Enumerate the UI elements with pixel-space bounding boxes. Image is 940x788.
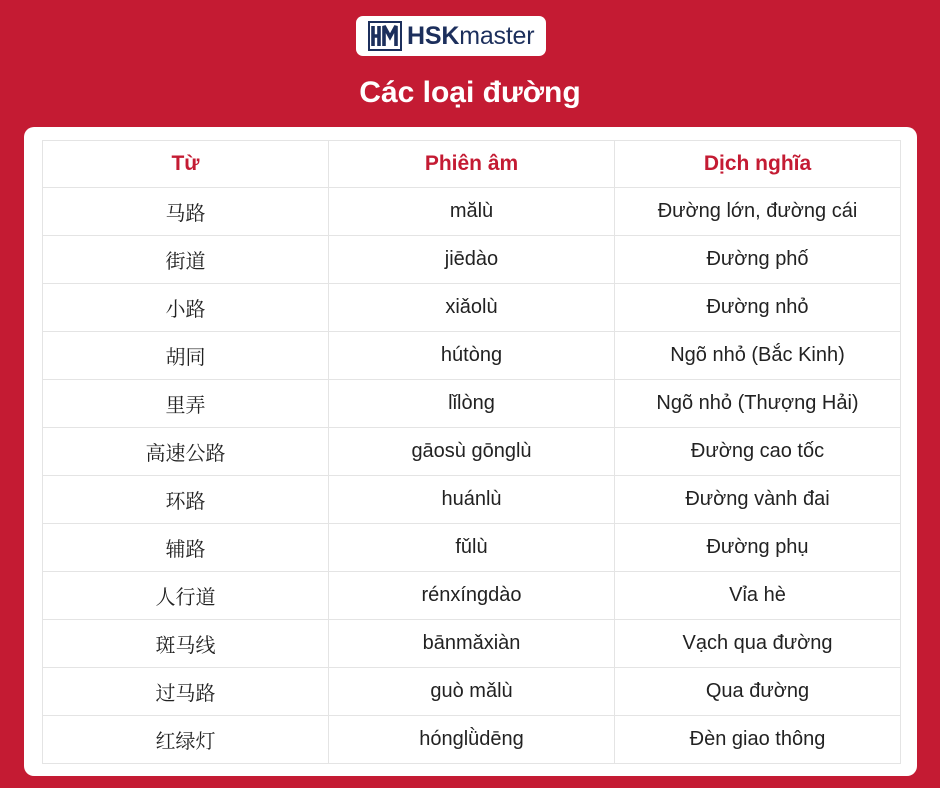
word-cell: 环路 <box>43 476 329 524</box>
word-cell: 高速公路 <box>43 428 329 476</box>
word-cell: 过马路 <box>43 668 329 716</box>
logo-master: master <box>459 21 535 50</box>
header-row <box>43 141 901 188</box>
table-row <box>43 188 901 236</box>
word-cell: 人行道 <box>43 572 329 620</box>
table-row <box>43 620 901 668</box>
table-row <box>43 284 901 332</box>
table-row <box>43 716 901 764</box>
pinyin-cell: gāosù gōnglù <box>329 428 615 476</box>
header-pinyin: Phiên âm <box>329 141 615 188</box>
meaning-cell: Vỉa hè <box>615 572 901 620</box>
hm-logo-icon <box>368 21 402 51</box>
pinyin-cell: xiǎolù <box>329 284 615 332</box>
meaning-cell: Đường phụ <box>615 524 901 572</box>
logo-hsk: HSK <box>407 21 460 50</box>
pinyin-cell: fǔlù <box>329 524 615 572</box>
word-cell: 胡同 <box>43 332 329 380</box>
table-row <box>43 380 901 428</box>
word-cell: 里弄 <box>43 380 329 428</box>
word-cell: 小路 <box>43 284 329 332</box>
table-row <box>43 476 901 524</box>
vocabulary-card <box>24 127 917 776</box>
table-row <box>43 524 901 572</box>
word-cell: 辅路 <box>43 524 329 572</box>
header-meaning: Dịch nghĩa <box>615 141 901 188</box>
table-row <box>43 236 901 284</box>
meaning-cell: Ngõ nhỏ (Bắc Kinh) <box>615 332 901 380</box>
pinyin-cell: jiēdào <box>329 236 615 284</box>
word-cell: 马路 <box>43 188 329 236</box>
meaning-cell: Đường lớn, đường cái <box>615 188 901 236</box>
pinyin-cell: hútòng <box>329 332 615 380</box>
table-row <box>43 572 901 620</box>
meaning-cell: Qua đường <box>615 668 901 716</box>
meaning-cell: Đường nhỏ <box>615 284 901 332</box>
meaning-cell: Ngõ nhỏ (Thượng Hải) <box>615 380 901 428</box>
meaning-cell: Đường cao tốc <box>615 428 901 476</box>
logo-wordmark <box>407 21 535 50</box>
table-row <box>43 428 901 476</box>
pinyin-cell: lǐlòng <box>329 380 615 428</box>
meaning-cell: Vạch qua đường <box>615 620 901 668</box>
pinyin-cell: rénxíngdào <box>329 572 615 620</box>
meaning-cell: Đường vành đai <box>615 476 901 524</box>
pinyin-cell: hónglǜdēng <box>329 716 615 764</box>
pinyin-cell: huánlù <box>329 476 615 524</box>
table-row <box>43 668 901 716</box>
word-cell: 斑马线 <box>43 620 329 668</box>
page-title: Các loại đường <box>359 76 581 109</box>
pinyin-cell: mălù <box>329 188 615 236</box>
header-word: Từ <box>43 141 329 188</box>
pinyin-cell: guò mǎlù <box>329 668 615 716</box>
table-row <box>43 332 901 380</box>
vocabulary-table <box>42 140 901 764</box>
meaning-cell: Đèn giao thông <box>615 716 901 764</box>
logo <box>356 16 546 56</box>
meaning-cell: Đường phố <box>615 236 901 284</box>
pinyin-cell: bānmǎxiàn <box>329 620 615 668</box>
word-cell: 红绿灯 <box>43 716 329 764</box>
word-cell: 街道 <box>43 236 329 284</box>
